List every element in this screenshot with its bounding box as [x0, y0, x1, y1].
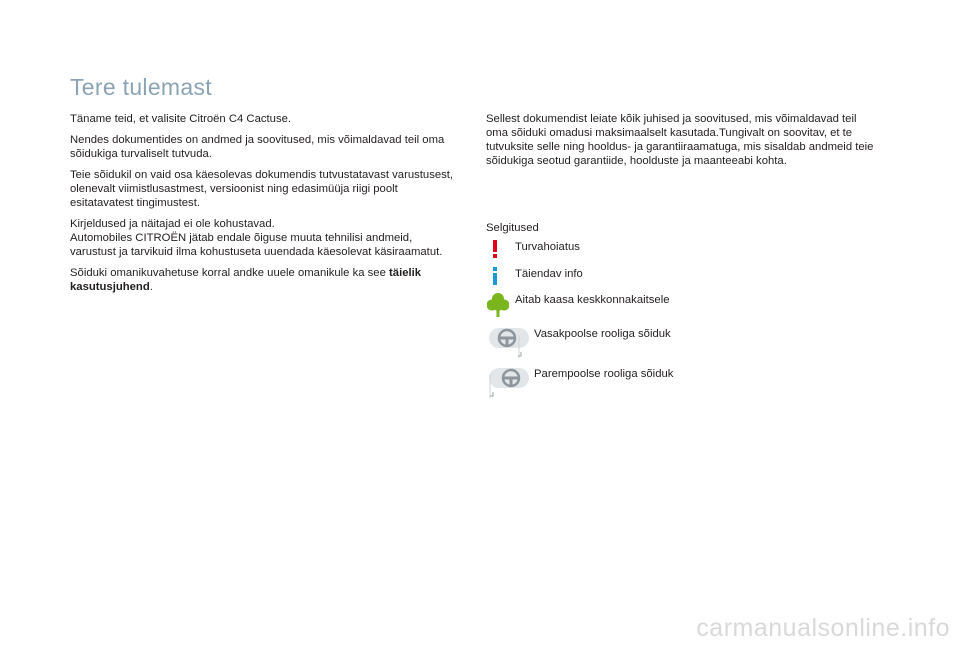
info-icon [490, 266, 500, 291]
intro-paragraph-4b: Automobiles CITROËN jätab endale õiguse muuta tehnilisi andmeid, varustust ja tarvikuid ilma kohustuseta uuendada käesolevat käsiraamatut. [70, 232, 443, 258]
intro-paragraph-5 [70, 266, 455, 294]
watermark: carmanualsonline.info [696, 614, 950, 642]
intro-paragraph-2: Nendes dokumentides on andmed ja soovitused, mis võimaldavad teil oma sõidukiga turvaliselt tutvuda. [70, 134, 445, 160]
left-hand-drive-icon [488, 326, 530, 365]
legend-title: Selgitused [486, 222, 539, 234]
right-hand-drive-icon [488, 366, 530, 405]
legend-item-right-hand-drive: Parempoolse rooliga sõiduk [534, 368, 674, 380]
intro-paragraph-5-bold: täielik kasutusjuhend [70, 267, 422, 293]
intro-right-paragraph: Sellest dokumendist leiate kõik juhised ja soovitused, mis võimaldavad teil oma sõiduki omadusi maksimaalselt kasutada.Tungivalt on soovitav, et te tutvuksite selle ning hooldus- ja garantiiraamatuga, mis sisaldab andmeid teie sõidukiga seotud garantiide, hoolduste ja maanteeabi kohta. [486, 113, 874, 167]
page-title: Tere tulemast [70, 74, 212, 100]
legend-item-environment: Aitab kaasa keskkonnakaitsele [515, 294, 670, 306]
intro-paragraph-4a: Kirjeldused ja näitajad ei ole kohustavad. [70, 218, 275, 230]
legend-item-left-hand-drive: Vasakpoolse rooliga sõiduk [534, 328, 671, 340]
intro-paragraph-5-end: . [149, 281, 153, 293]
intro-paragraph-3: Teie sõidukil on vaid osa käesolevas dokumendis tutvustatavast varustusest, olenevalt viimistlusastmest, versioonist ning edasimüüja riigi poolt esitatavatest tingimustest. [70, 169, 454, 209]
intro-left-column [70, 112, 455, 301]
tree-icon [487, 292, 509, 323]
legend-item-safety-warning: Turvahoiatus [515, 241, 580, 253]
legend-item-additional-info: Täiendav info [515, 268, 583, 280]
intro-right-column [486, 112, 881, 175]
intro-paragraph-5-text: Sõiduki omanikuvahetuse korral andke uuele omanikule ka see [70, 267, 390, 279]
intro-paragraph-1: Täname teid, et valisite Citroën C4 Cactuse. [70, 113, 292, 125]
exclamation-icon [490, 239, 500, 264]
intro-paragraph-4 [70, 217, 455, 259]
